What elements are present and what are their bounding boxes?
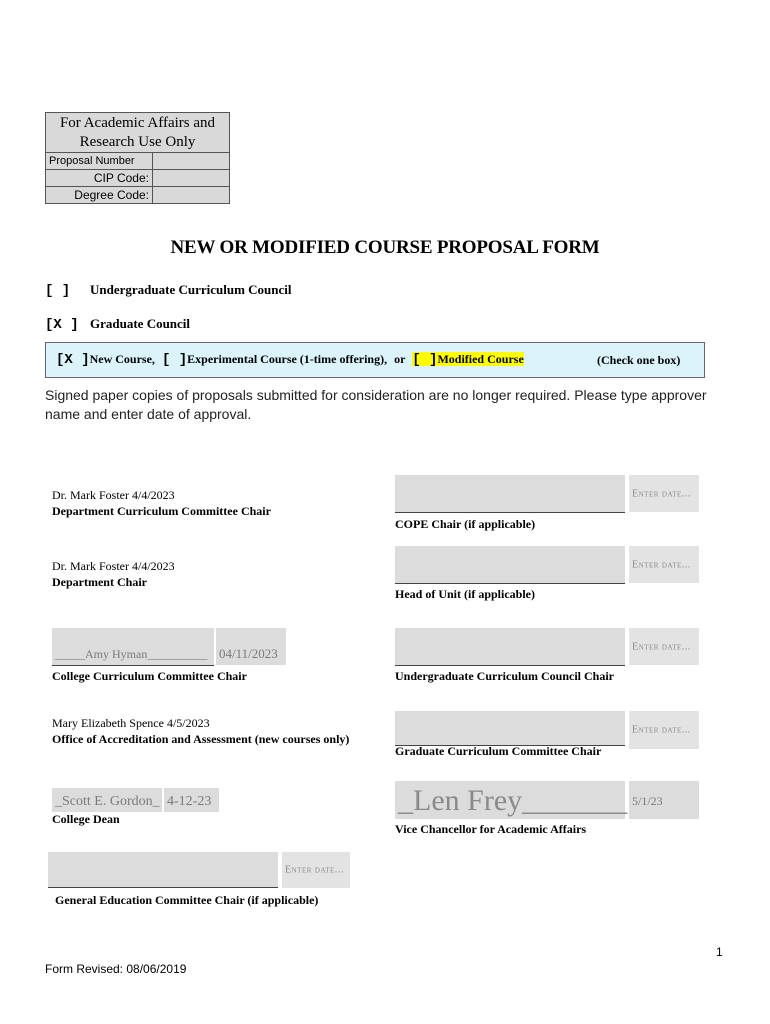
gcc-chair-date-placeholder: Enter date... (632, 724, 691, 736)
notice-text: Signed paper copies of proposals submitted for consideration are no longer required. Please type approver name and enter date of approval. (45, 387, 707, 422)
college-curriculum-chair-date: 04/11/2023 (219, 646, 278, 661)
head-of-unit-name-field[interactable] (395, 546, 625, 584)
new-course-checkbox[interactable]: [X ] (56, 352, 90, 368)
new-course-label: New Course, (89, 352, 155, 366)
ucc-chair-date-field[interactable] (629, 628, 699, 665)
council-graduate-checkbox[interactable]: [X ] (45, 317, 79, 333)
vc-academic-affairs-name: _Len Frey_______ (398, 784, 628, 817)
vc-academic-affairs-role: Vice Chancellor for Academic Affairs (395, 822, 587, 836)
cope-chair-date-field[interactable] (629, 475, 699, 512)
ucc-chair-date-placeholder: Enter date... (632, 641, 691, 652)
gen-ed-chair-date-field[interactable] (282, 852, 350, 888)
page-title: NEW OR MODIFIED COURSE PROPOSAL FORM (170, 237, 600, 258)
gen-ed-chair-role: General Education Committee Chair (if applicable) (55, 893, 319, 907)
degree-code-field[interactable] (153, 187, 230, 204)
college-dean-date: 4-12-23 (167, 794, 212, 809)
college-dean-name: _Scott E. Gordon_ (55, 794, 160, 809)
ucc-chair-role: Undergraduate Curriculum Council Chair (395, 669, 614, 683)
or-text: or (394, 352, 406, 366)
cip-code-field[interactable] (153, 170, 230, 187)
page-number: 1 (716, 945, 723, 959)
head-of-unit-role: Head of Unit (if applicable) (395, 587, 535, 601)
gcc-chair-date-field[interactable] (629, 711, 699, 749)
use-only-table (45, 112, 230, 204)
college-curriculum-chair-role: College Curriculum Committee Chair (52, 669, 247, 683)
head-of-unit-date-placeholder: Enter date... (632, 559, 691, 570)
modified-course-label: Modified Course (437, 352, 524, 366)
gcc-chair-role: Graduate Curriculum Committee Chair (395, 744, 602, 758)
dept-chair-role: Department Chair (52, 575, 147, 589)
head-of-unit-date-field[interactable] (629, 546, 699, 583)
proposal-number-field[interactable] (153, 153, 230, 170)
council-undergraduate-label: Undergraduate Curriculum Council (90, 282, 292, 297)
degree-code-label: Degree Code: (46, 187, 153, 204)
ucc-chair-name-field[interactable] (395, 628, 625, 666)
use-only-header: For Academic Affairs and Research Use Only (46, 113, 230, 153)
college-curriculum-chair-date-field[interactable] (216, 628, 286, 665)
council-undergraduate-checkbox[interactable]: [ ] (45, 283, 71, 299)
council-graduate-label: Graduate Council (90, 316, 191, 331)
proposal-number-label: Proposal Number (46, 153, 153, 170)
council-undergraduate-row (45, 281, 292, 299)
college-curriculum-chair-name-field[interactable] (52, 628, 214, 666)
course-type-bar (45, 342, 705, 378)
cip-code-label: CIP Code: (46, 170, 153, 187)
vc-academic-affairs-date-field[interactable] (629, 781, 699, 819)
vc-academic-affairs-name-field[interactable] (395, 781, 628, 819)
experimental-course-checkbox[interactable]: [ ] (161, 352, 188, 368)
vc-academic-affairs-date: 5/1/23 (632, 794, 663, 808)
accreditation-signature: Mary Elizabeth Spence 4/5/2023 (52, 716, 210, 730)
experimental-course-label: Experimental Course (1-time offering), (187, 352, 388, 366)
gen-ed-chair-date-placeholder: Enter date... (285, 864, 344, 876)
college-dean-date-field[interactable] (164, 788, 219, 812)
college-curriculum-chair-name: _____Amy Hyman__________ (55, 647, 208, 661)
gen-ed-chair-name-field[interactable] (48, 852, 278, 888)
council-graduate-row (45, 315, 191, 333)
dept-chair-signature: Dr. Mark Foster 4/4/2023 (52, 559, 175, 573)
dept-curriculum-chair-role: Department Curriculum Committee Chair (52, 504, 271, 518)
accreditation-role: Office of Accreditation and Assessment (new courses only) (52, 732, 350, 746)
gcc-chair-name-field[interactable] (395, 711, 625, 746)
college-dean-name-field[interactable] (52, 788, 162, 812)
cope-chair-name-field[interactable] (395, 475, 625, 513)
dept-curriculum-chair-signature: Dr. Mark Foster 4/4/2023 (52, 488, 175, 502)
cope-chair-role: COPE Chair (if applicable) (395, 517, 536, 531)
college-dean-role: College Dean (52, 812, 120, 826)
check-one-note: (Check one box) (597, 353, 681, 367)
cope-chair-date-placeholder: Enter date... (632, 488, 691, 499)
modified-course-option (412, 352, 524, 366)
modified-course-checkbox[interactable]: [ ] (412, 352, 438, 368)
form-revised-footer: Form Revised: 08/06/2019 (45, 962, 187, 976)
